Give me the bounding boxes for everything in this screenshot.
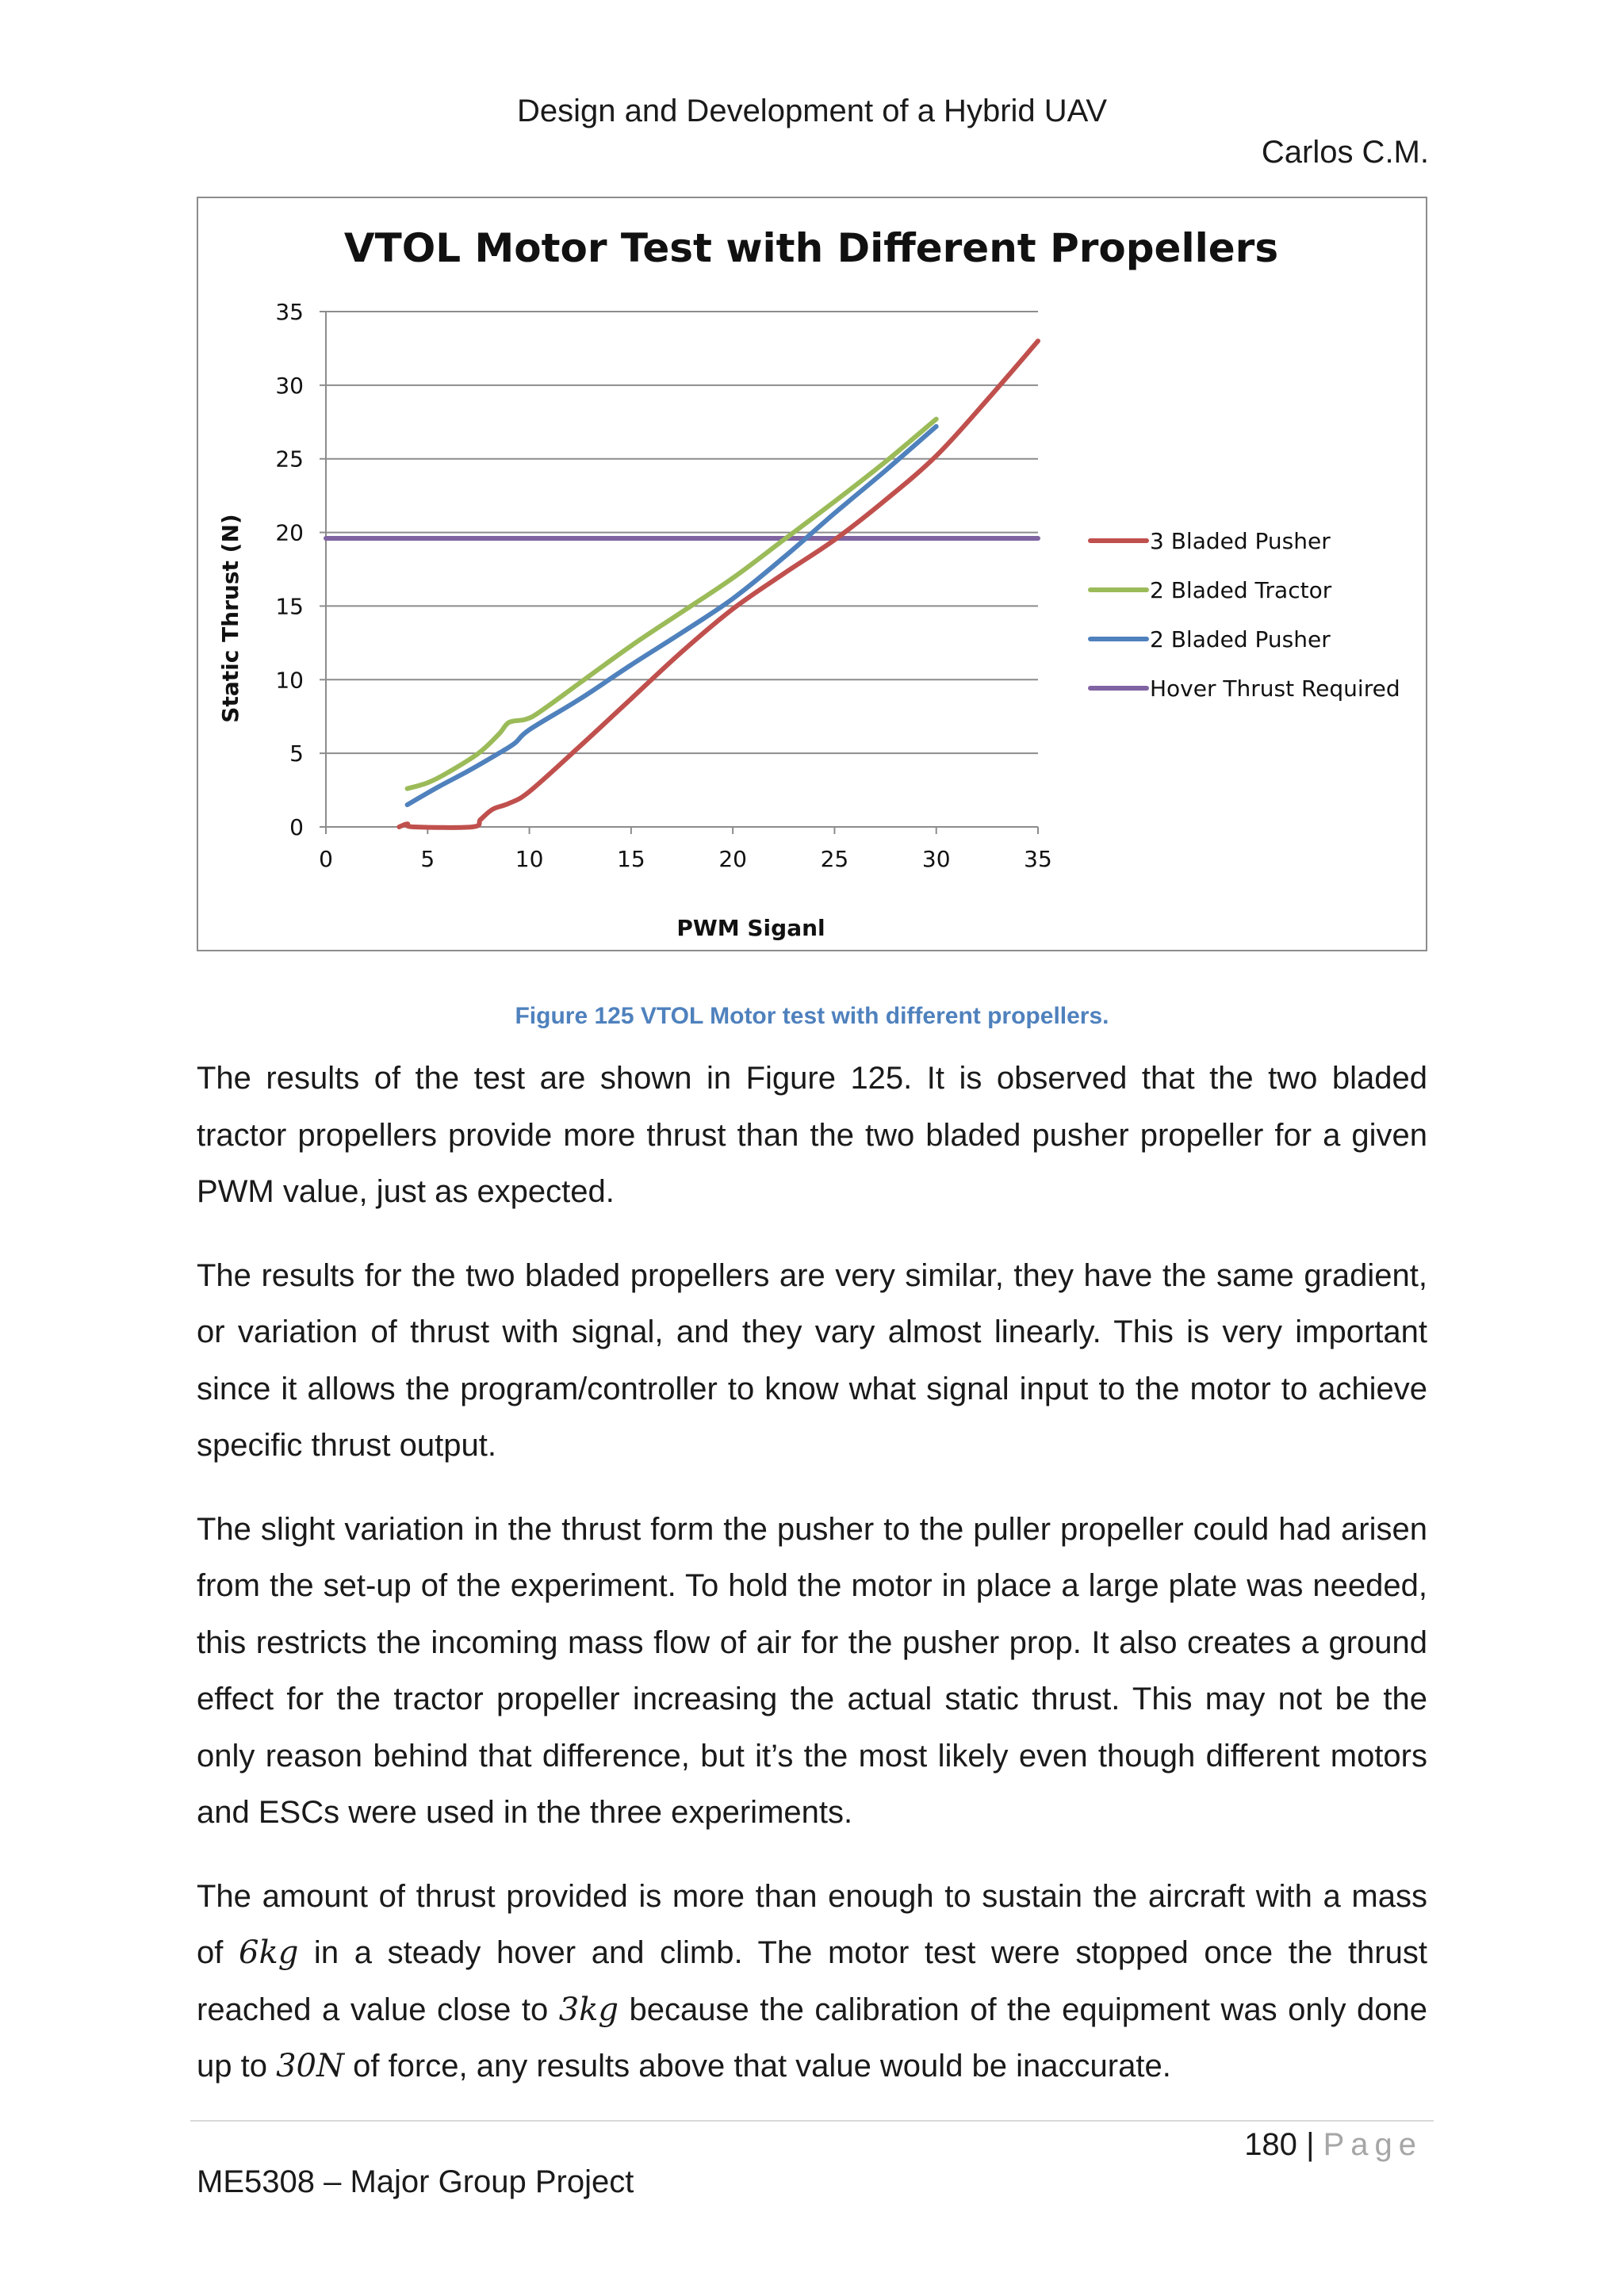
- y-tick-label-10: 10: [275, 667, 304, 694]
- paragraph-4: [197, 1869, 1427, 2095]
- paragraph-4-part-c: because the calibration of the equipment was only done up to: [197, 1992, 1427, 2084]
- math-force: 30N: [276, 2048, 344, 2084]
- paragraph-4-part-d: of force, any results above that value would be inaccurate.: [343, 2049, 1171, 2084]
- thrust-chart: [198, 198, 1426, 950]
- x-tick-label-25: 25: [820, 846, 849, 872]
- y-tick-label-5: 5: [289, 740, 304, 767]
- y-tick-label-25: 25: [275, 446, 304, 473]
- x-tick-label-10: 10: [515, 846, 544, 872]
- page-number-separator: |: [1306, 2127, 1315, 2162]
- y-tick-label-0: 0: [289, 814, 304, 840]
- y-axis-ticks: [275, 299, 326, 840]
- paragraph-3: The slight variation in the thrust form the pusher to the puller propeller could had arisen from the set-up of the experiment. To hold the motor in place a large plate was needed, this restricts the incoming mass flow of air for the pusher prop. It also creates a ground effect for the tractor propeller increasing the actual static thrust. This may not be the only reason behind that difference, but it’s the most likely even though different motors and ESCs were used in the three experiments.: [197, 1511, 1427, 1830]
- legend-label-hover-thrust-required: Hover Thrust Required: [1150, 675, 1400, 702]
- page-word: Page: [1323, 2127, 1423, 2162]
- chart-container: [197, 197, 1427, 951]
- chart-legend: [1090, 528, 1400, 702]
- footer-divider: [190, 2120, 1434, 2122]
- legend-label-3-bladed-pusher: 3 Bladed Pusher: [1150, 528, 1331, 554]
- x-axis-label: PWM Siganl: [676, 915, 825, 941]
- series-line-2-bladed-tractor: [408, 419, 936, 789]
- y-tick-label-35: 35: [275, 299, 304, 325]
- y-tick-label-20: 20: [275, 519, 304, 546]
- page-number: [1244, 2127, 1423, 2163]
- paragraph-4-part-b: in a steady hover and climb. The motor test were stopped once the thrust reached a value close to: [197, 1935, 1427, 2027]
- x-tick-label-0: 0: [319, 846, 333, 872]
- page-number-value: 180: [1244, 2127, 1297, 2162]
- math-mass: 6kg: [239, 1934, 299, 1971]
- header-title: Design and Development of a Hybrid UAV: [516, 94, 1108, 128]
- footer-project: ME5308 – Major Group Project: [197, 2164, 634, 2199]
- chart-axes: [326, 312, 1038, 827]
- body-text: [197, 1050, 1427, 2122]
- legend-label-2-bladed-tractor: 2 Bladed Tractor: [1150, 577, 1332, 603]
- paragraph-4-part-a: The amount of thrust provided is more than enough to sustain the aircraft with a mass of: [197, 1878, 1427, 1970]
- y-axis-label: Static Thrust (N): [217, 514, 243, 723]
- math-thrust-value: 3kg: [558, 1991, 619, 2028]
- x-tick-label-20: 20: [718, 846, 747, 872]
- y-tick-label-15: 15: [275, 593, 304, 620]
- paragraph-1: The results of the test are shown in Figure 125. It is observed that the two bladed tractor propellers provide more thrust than the two bladed pusher propeller for a given PWM value, just as expected.: [197, 1061, 1427, 1209]
- paragraph-2: The results for the two bladed propellers are very similar, they have the same gradient, or variation of thrust with signal, and they vary almost linearly. This is very important since it allows the program/controller to know what signal input to the motor to achieve specific thrust output.: [197, 1257, 1427, 1463]
- header-author: Carlos C.M.: [1261, 135, 1429, 170]
- chart-title: VTOL Motor Test with Different Propellers: [343, 225, 1279, 271]
- x-axis-ticks: [319, 827, 1052, 872]
- x-tick-label-35: 35: [1024, 846, 1052, 872]
- figure-caption: Figure 125 VTOL Motor test with different propellers.: [515, 1003, 1109, 1029]
- x-tick-label-30: 30: [921, 846, 951, 872]
- y-tick-label-30: 30: [275, 372, 304, 399]
- legend-label-2-bladed-pusher: 2 Bladed Pusher: [1150, 626, 1331, 652]
- x-tick-label-5: 5: [420, 846, 435, 872]
- chart-series: [326, 341, 1038, 828]
- chart-gridlines: [326, 312, 1038, 753]
- x-tick-label-15: 15: [617, 846, 645, 872]
